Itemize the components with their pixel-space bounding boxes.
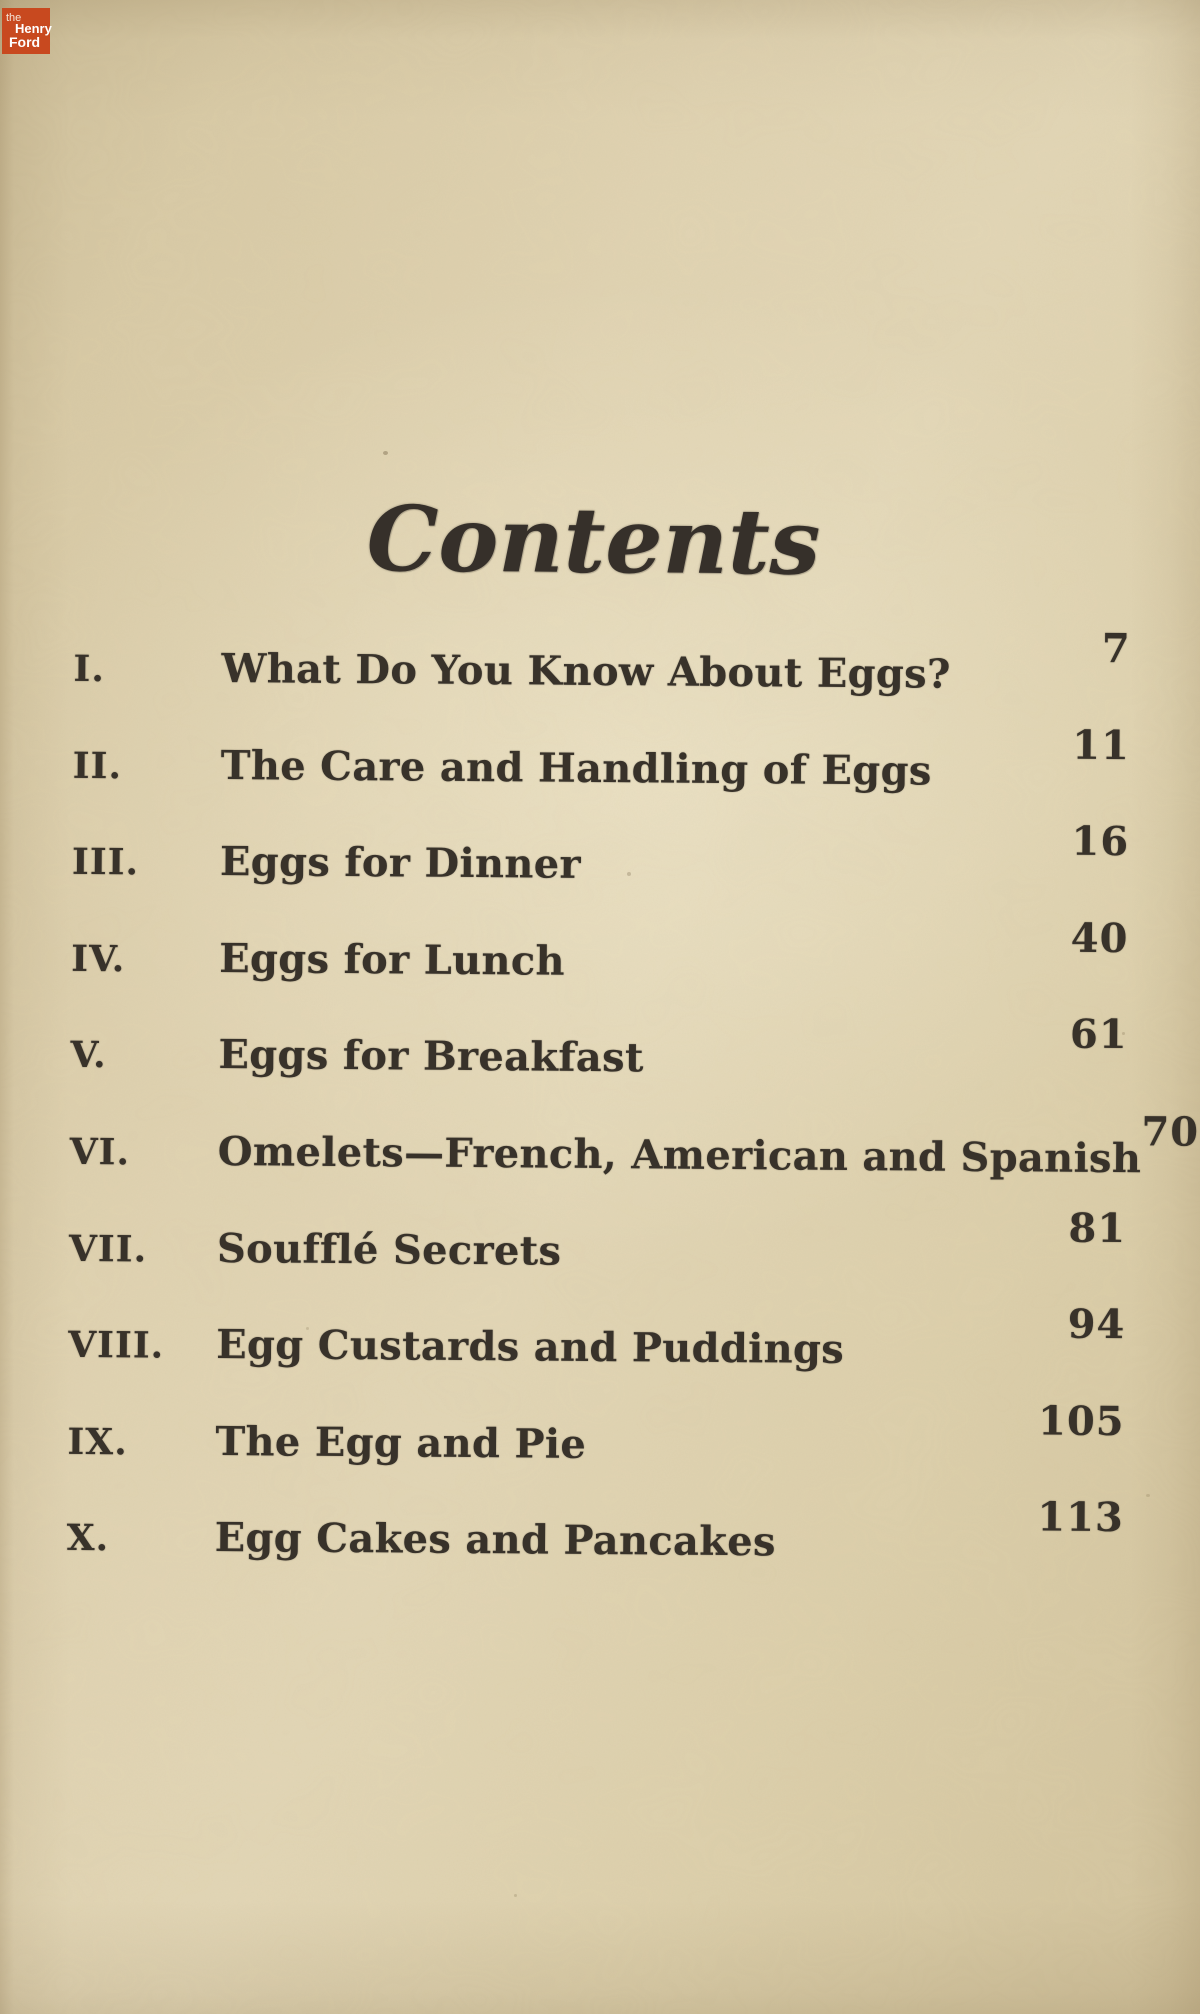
chapter-page-number: 11 [1072,721,1131,769]
chapter-page-number: 16 [1071,817,1130,866]
chapter-title: Eggs for Breakfast [218,1031,644,1082]
chapter-numeral: VI. [69,1130,131,1174]
chapter-numeral: III. [71,841,140,884]
chapter-page-number: 7 [1101,624,1131,673]
toc-entry [69,1108,1200,1232]
chapter-title: The Egg and Pie [215,1417,587,1468]
chapter-numeral: IV. [71,937,126,981]
chapter-numeral: X. [66,1517,110,1560]
toc-entry [67,1397,1125,1522]
chapter-numeral: II. [72,744,123,787]
toc-entry [68,1300,1126,1425]
chapter-title: Egg Cakes and Pancakes [214,1514,777,1566]
logo-text-the: the [6,12,22,24]
toc-entry [66,1493,1125,1618]
toc-entry [71,817,1130,942]
toc-entry [71,914,1129,1039]
chapter-page-number: 61 [1069,1011,1128,1059]
chapter-title: Omelets—French, American and Spanish [217,1127,1142,1183]
page-title: Contents [366,486,821,596]
toc-entry [73,624,1131,749]
chapter-page-number: 40 [1070,914,1129,962]
chapter-numeral: V. [70,1034,107,1077]
chapter-numeral: I. [73,647,106,691]
chapter-numeral: VII. [68,1227,148,1271]
chapter-title: Egg Custards and Puddings [216,1321,845,1374]
chapter-title: Eggs for Dinner [219,838,581,889]
logo-text-ford: Ford [9,34,41,50]
chapter-title: Soufflé Secrets [216,1224,562,1275]
chapter-page-number: 113 [1037,1493,1125,1542]
chapter-page-number: 81 [1068,1204,1127,1252]
table-of-contents [66,624,1200,1618]
henry-ford-logo [2,8,50,54]
chapter-page-number: 94 [1067,1300,1126,1349]
chapter-numeral: IX. [67,1420,128,1464]
toc-entry [68,1204,1127,1328]
toc-entry [70,1011,1128,1135]
chapter-page-number: 105 [1037,1397,1125,1445]
chapter-title: What Do You Know About Eggs? [221,645,951,698]
chapter-title: The Care and Handling of Eggs [220,741,932,795]
logo-text-henry: Henry [15,21,52,36]
chapter-page-number: 70 [1141,1108,1200,1156]
chapter-title: Eggs for Lunch [219,934,566,985]
chapter-numeral: VIII. [68,1324,165,1367]
toc-entry [72,721,1131,845]
